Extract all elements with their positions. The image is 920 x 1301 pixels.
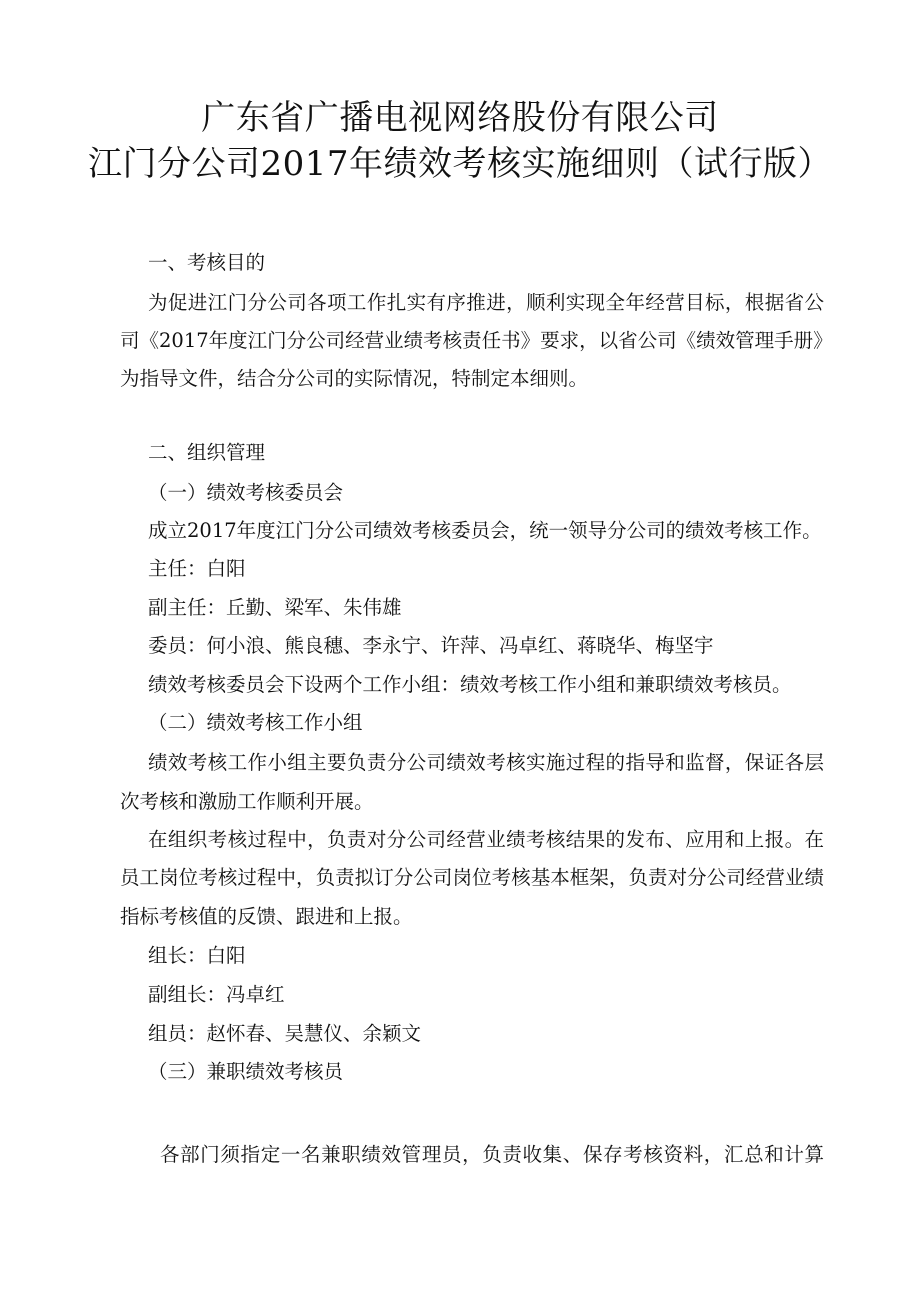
working-group-members: 组员：赵怀春、吴慧仪、余颖文 <box>148 1022 422 1045</box>
document-title-line-2: 江门分公司2017年绩效考核实施细则（试行版） <box>87 144 833 184</box>
paragraph-line: 指标考核值的反馈、跟进和上报。 <box>120 905 413 928</box>
section-heading-purpose: 一、考核目的 <box>148 251 266 274</box>
paragraph-line: 为指导文件，结合分公司的实际情况，特制定本细则。 <box>120 367 589 390</box>
section-heading-organization: 二、组织管理 <box>148 441 266 464</box>
committee-description: 成立2017年度江门分公司绩效考核委员会，统一领导分公司的绩效考核工作。 <box>148 519 822 542</box>
paragraph-line: 司《2017年度江门分公司经营业绩考核责任书》要求，以省公司《绩效管理手册》 <box>120 329 833 352</box>
working-group-leader: 组长：白阳 <box>148 944 246 967</box>
committee-members: 委员：何小浪、熊良穗、李永宁、许萍、冯卓红、蒋晓华、梅坚宇 <box>148 634 714 657</box>
paragraph-line: 为促进江门分公司各项工作扎实有序推进，顺利实现全年经营目标，根据省公 <box>148 291 824 314</box>
working-group-deputy-leader: 副组长：冯卓红 <box>148 983 285 1006</box>
committee-groups: 绩效考核委员会下设两个工作小组：绩效考核工作小组和兼职绩效考核员。 <box>148 673 792 696</box>
paragraph-line: 绩效考核工作小组主要负责分公司绩效考核实施过程的指导和监督，保证各层 <box>148 751 824 774</box>
paragraph-line: 在组织考核过程中，负责对分公司经营业绩考核结果的发布、应用和上报。在 <box>148 828 824 851</box>
subsection-heading-working-group: （二）绩效考核工作小组 <box>148 711 363 734</box>
subsection-heading-part-time-assessor: （三）兼职绩效考核员 <box>148 1060 344 1083</box>
part-time-assessor-description: 各部门须指定一名兼职绩效管理员，负责收集、保存考核资料，汇总和计算 <box>160 1143 824 1166</box>
committee-deputy-director: 副主任：丘勤、梁军、朱伟雄 <box>148 596 402 619</box>
subsection-heading-committee: （一）绩效考核委员会 <box>148 481 344 504</box>
paragraph-line: 员工岗位考核过程中，负责拟订分公司岗位考核基本框架，负责对分公司经营业绩 <box>120 866 824 889</box>
paragraph-line: 次考核和激励工作顺利开展。 <box>120 790 374 813</box>
committee-director: 主任：白阳 <box>148 557 246 580</box>
document-title-line-1: 广东省广播电视网络股份有限公司 <box>201 98 719 138</box>
